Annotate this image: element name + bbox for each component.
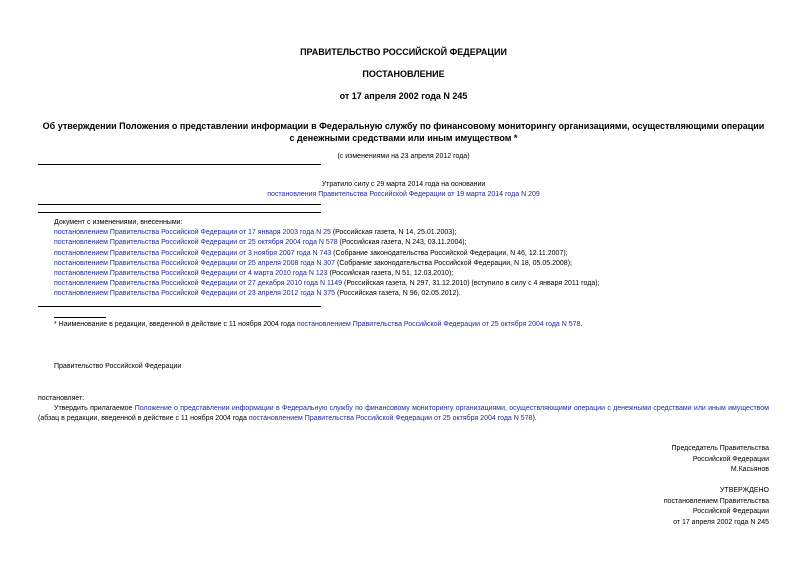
- approved-by: постановлением Правительства: [663, 497, 769, 505]
- document-date-number: от 17 апреля 2002 года N 245: [339, 91, 468, 101]
- divider: [38, 164, 321, 165]
- approve-prefix: Утвердить прилагаемое: [54, 405, 135, 412]
- list-item: [54, 228, 774, 238]
- approve-tail: ).: [532, 415, 537, 422]
- footnote: [54, 321, 582, 328]
- amendment-source: (Собрание законодательства Российской Федерации, N 18, 05.05.2008);: [335, 259, 572, 267]
- expired-note: Утратило силу с 29 марта 2014 года на основании: [321, 181, 486, 188]
- signer-country: Российской Федерации: [692, 455, 769, 463]
- government-heading: ПРАВИТЕЛЬСТВО РОССИЙСКОЙ ФЕДЕРАЦИИ: [300, 47, 507, 57]
- amendment-source: (Российская газета, N 243, 03.11.2004);: [337, 239, 467, 247]
- changes-list: [54, 218, 774, 300]
- regulation-link[interactable]: Положение о представлении информации в Федеральную службу по финансовому мониторингу организациями, осуществляющими операции с денежными средствами или иным имуществом: [134, 405, 769, 412]
- changes-intro: Документ с изменениями, внесенными:: [54, 219, 183, 226]
- edition-note: (с изменениями на 23 апреля 2012 года): [337, 153, 470, 160]
- amendment-link[interactable]: постановлением Правительства Российской Федерации от 25 октября 2004 года N 578: [54, 239, 338, 247]
- amendment-source: (Российская газета, N 51, 12.03.2010);: [327, 270, 454, 278]
- footnote-link[interactable]: постановлением Правительства Российской Федерации от 25 октября 2004 года N 578: [296, 321, 581, 328]
- document-title: Об утверждении Положения о представлении информации в Федеральную службу по финансовому мониторингу организациями, осуществляющими операции с денежными средствами или иным имуществом *: [42, 121, 765, 143]
- amendment-link[interactable]: постановлением Правительства Российской Федерации от 23 апреля 2012 года N 375: [54, 290, 336, 298]
- amendment-source: (Собрание законодательства Российской Федерации, N 46, 12.11.2007);: [331, 249, 568, 257]
- amendment-link[interactable]: постановлением Правительства Российской Федерации от 4 марта 2010 года N 123: [54, 270, 328, 278]
- footnote-tail: .: [580, 321, 583, 328]
- decides-label: постановляет:: [38, 395, 85, 402]
- list-item: [54, 238, 774, 248]
- approved-date: от 17 апреля 2002 года N 245: [673, 518, 769, 526]
- signer-name: М.Касьянов: [730, 466, 769, 473]
- amendment-link[interactable]: постановлением Правительства Российской Федерации от 25 апреля 2008 года N 307: [54, 259, 336, 267]
- list-item: [54, 269, 774, 279]
- amendment-source: (Российская газета, N 96, 02.05.2012).: [335, 290, 461, 298]
- signer-position: Председатель Правительства: [671, 445, 769, 452]
- list-item: [54, 249, 774, 259]
- expired-basis-link[interactable]: постановления Правительства Российской Федерации от 19 марта 2014 года N 209: [267, 191, 540, 198]
- signature-block: [672, 444, 769, 476]
- document-type: ПОСТАНОВЛЕНИЕ: [362, 69, 445, 79]
- footnote-text: * Наименование в редакции, введенной в действие с 11 ноября 2004 года: [54, 321, 297, 328]
- amendment-link[interactable]: постановлением Правительства Российской Федерации от 27 декабря 2010 года N 1149: [54, 280, 343, 288]
- amendment-link[interactable]: постановлением Правительства Российской Федерации от 17 января 2003 года N 25: [54, 229, 331, 237]
- amendment-source: (Российская газета, N 297, 31.12.2010) (вступило в силу с 4 января 2011 года);: [342, 280, 600, 288]
- approved-label: УТВЕРЖДЕНО: [719, 487, 769, 494]
- footnote-divider: [54, 317, 106, 318]
- amendment-link[interactable]: постановлением Правительства Российской Федерации от 3 ноября 2007 года N 743: [54, 249, 332, 257]
- list-item: [54, 259, 774, 269]
- divider: [38, 204, 321, 205]
- approve-note: (абзац в редакции, введенной в действие с 11 ноября 2004 года: [38, 415, 249, 422]
- approve-paragraph: [38, 404, 769, 424]
- list-item: [54, 279, 774, 289]
- approve-basis-link[interactable]: постановлением Правительства Российской Федерации от 25 октября 2004 года N 578: [248, 415, 533, 422]
- list-item: [54, 289, 774, 299]
- amendment-source: (Российская газета, N 14, 25.01.2003);: [330, 229, 457, 237]
- approved-stamp: [664, 486, 769, 528]
- approved-country: Российской Федерации: [692, 508, 769, 515]
- divider: [38, 306, 321, 307]
- divider: [38, 212, 321, 213]
- government-subject: Правительство Российской Федерации: [54, 363, 182, 370]
